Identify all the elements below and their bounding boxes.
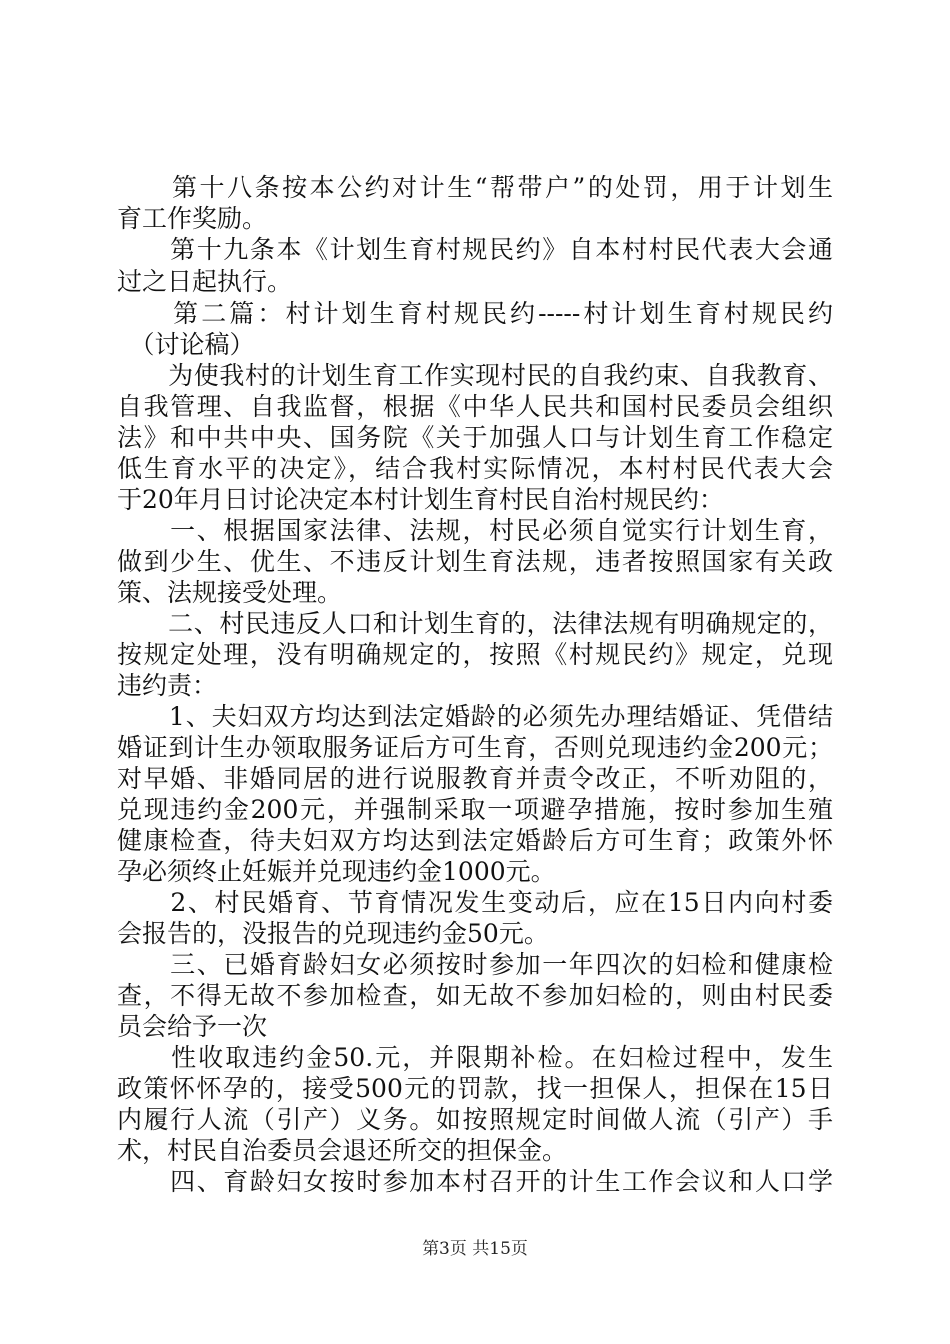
text-line: 一、根据国家法律、法规，村民必须自觉实行计划生育， — [117, 516, 833, 545]
text-line: 政策怀怀孕的，接受500元的罚款，找一担保人，担保在15日 — [117, 1074, 833, 1103]
text-line: 过之日起执行。 — [117, 267, 293, 296]
text-line: 法》和中共中央、国务院《关于加强人口与计划生育工作稳定 — [117, 423, 833, 452]
page-number: 第3页 共15页 — [422, 1239, 528, 1259]
text-line: 会报告的，没报告的兑现违约金50元。 — [117, 919, 549, 948]
text-line: 术，村民自治委员会退还所交的担保金。 — [117, 1136, 568, 1165]
text-line: 第十九条本《计划生育村规民约》自本村村民代表大会通 — [117, 235, 833, 264]
text-line: 员会给予一次 — [117, 1012, 268, 1041]
text-line: 低生育水平的决定》，结合我村实际情况，本村村民代表大会 — [117, 454, 833, 483]
text-line: 对早婚、非婚同居的进行说服教育并责令改正，不听劝阻的， — [117, 764, 833, 793]
text-line: 四、育龄妇女按时参加本村召开的计生工作会议和人口学 — [117, 1167, 833, 1196]
text-line: 按规定处理，没有明确规定的，按照《村规民约》规定，兑现 — [117, 640, 833, 669]
text-line: 1、夫妇双方均达到法定婚龄的必须先办理结婚证、凭借结 — [117, 702, 833, 731]
text-line: 策、法规接受处理。 — [117, 578, 343, 607]
text-line: 于20年月日讨论决定本村计划生育村民自治村规民约： — [117, 485, 724, 514]
text-line: 违约责： — [117, 671, 218, 700]
text-line: 婚证到计生办领取服务证后方可生育，否则兑现违约金200元； — [117, 733, 833, 762]
text-line: 做到少生、优生、不违反计划生育法规，违者按照国家有关政 — [117, 547, 833, 576]
page-footer — [0, 1238, 950, 1260]
text-line: 健康检查，待夫妇双方均达到法定婚龄后方可生育；政策外怀 — [117, 826, 833, 855]
text-line: 三、已婚育龄妇女必须按时参加一年四次的妇检和健康检 — [117, 950, 833, 979]
text-line: 内履行人流（引产）义务。如按照规定时间做人流（引产）手 — [117, 1105, 833, 1134]
text-line: 第二篇：村计划生育村规民约-----村计划生育村规民约 — [117, 299, 833, 328]
text-line: 育工作奖励。 — [117, 204, 268, 233]
text-line: 为使我村的计划生育工作实现村民的自我约束、自我教育、 — [117, 361, 833, 390]
text-line: 二、村民违反人口和计划生育的，法律法规有明确规定的， — [117, 609, 833, 638]
text-line: 自我管理、自我监督，根据《中华人民共和国村民委员会组织 — [117, 392, 833, 421]
text-line: 第十八条按本公约对计生“帮带户”的处罚，用于计划生 — [117, 173, 833, 202]
text-line: （讨论稿） — [117, 330, 255, 359]
text-line: 孕必须终止妊娠并兑现违约金1000元。 — [117, 857, 556, 886]
text-line: 查，不得无故不参加检查，如无故不参加妇检的，则由村民委 — [117, 981, 833, 1010]
text-line: 性收取违约金50.元，并限期补检。在妇检过程中，发生 — [117, 1043, 833, 1072]
text-line: 2、村民婚育、节育情况发生变动后，应在15日内向村委 — [117, 888, 833, 917]
text-line: 兑现违约金200元，并强制采取一项避孕措施，按时参加生殖 — [117, 795, 833, 824]
